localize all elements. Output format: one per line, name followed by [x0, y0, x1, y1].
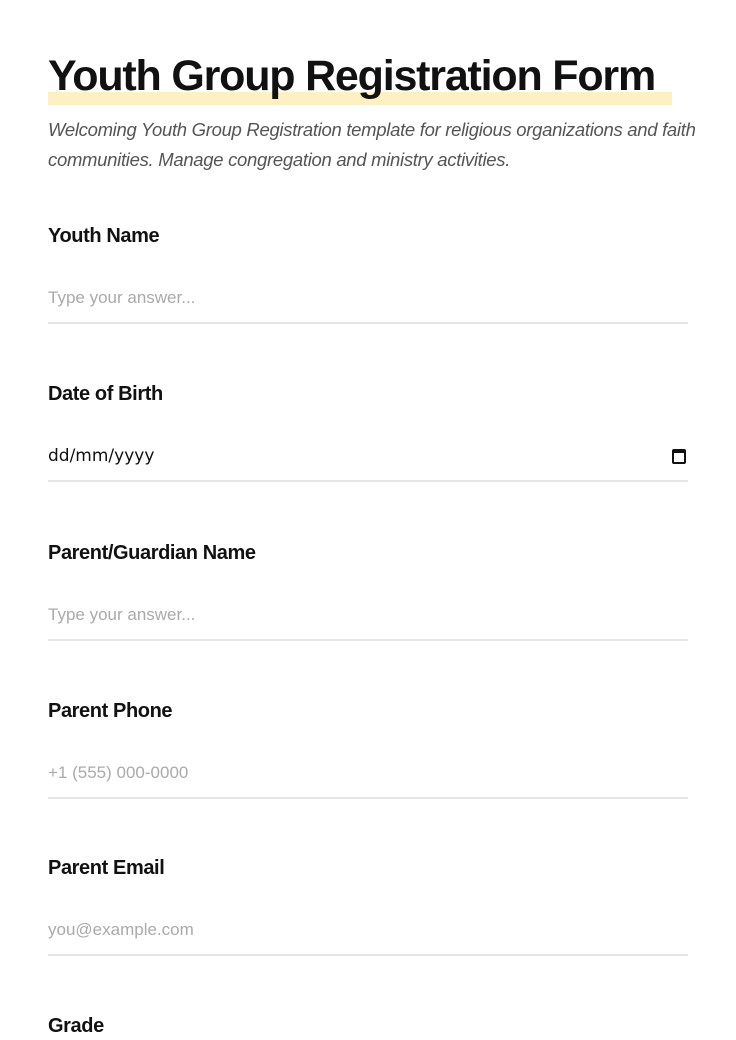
field-grade	[48, 1012, 688, 1040]
page-title: Youth Group Registration Form	[48, 52, 655, 100]
input-placeholder: Type your answer...	[48, 288, 196, 307]
field-label: Youth Name	[48, 225, 160, 247]
field-label: Grade	[48, 1015, 104, 1037]
field-parent-phone	[48, 697, 688, 799]
field-label: Parent/Guardian Name	[48, 542, 256, 564]
calendar-icon[interactable]	[672, 449, 686, 464]
input-placeholder: Type your answer...	[48, 605, 196, 624]
field-label: Parent Email	[48, 857, 165, 879]
field-parent-guardian-name	[48, 539, 688, 641]
page-subtitle: Welcoming Youth Group Registration template for religious organizations and faith communities. Manage congregation and ministry activities.	[48, 119, 696, 170]
input-placeholder: +1 (555) 000-0000	[48, 763, 189, 782]
parent-guardian-name-input[interactable]	[48, 591, 688, 641]
field-date-of-birth	[48, 380, 688, 482]
field-parent-email	[48, 854, 688, 956]
field-youth-name	[48, 222, 688, 324]
field-label: Date of Birth	[48, 383, 163, 405]
youth-name-input[interactable]	[48, 274, 688, 324]
field-label: Parent Phone	[48, 700, 173, 722]
parent-phone-input[interactable]	[48, 749, 688, 799]
input-placeholder: dd/mm/yyyy	[48, 446, 155, 466]
parent-email-input[interactable]	[48, 906, 688, 956]
date-of-birth-input[interactable]	[48, 432, 688, 482]
input-placeholder: you@example.com	[48, 920, 194, 939]
